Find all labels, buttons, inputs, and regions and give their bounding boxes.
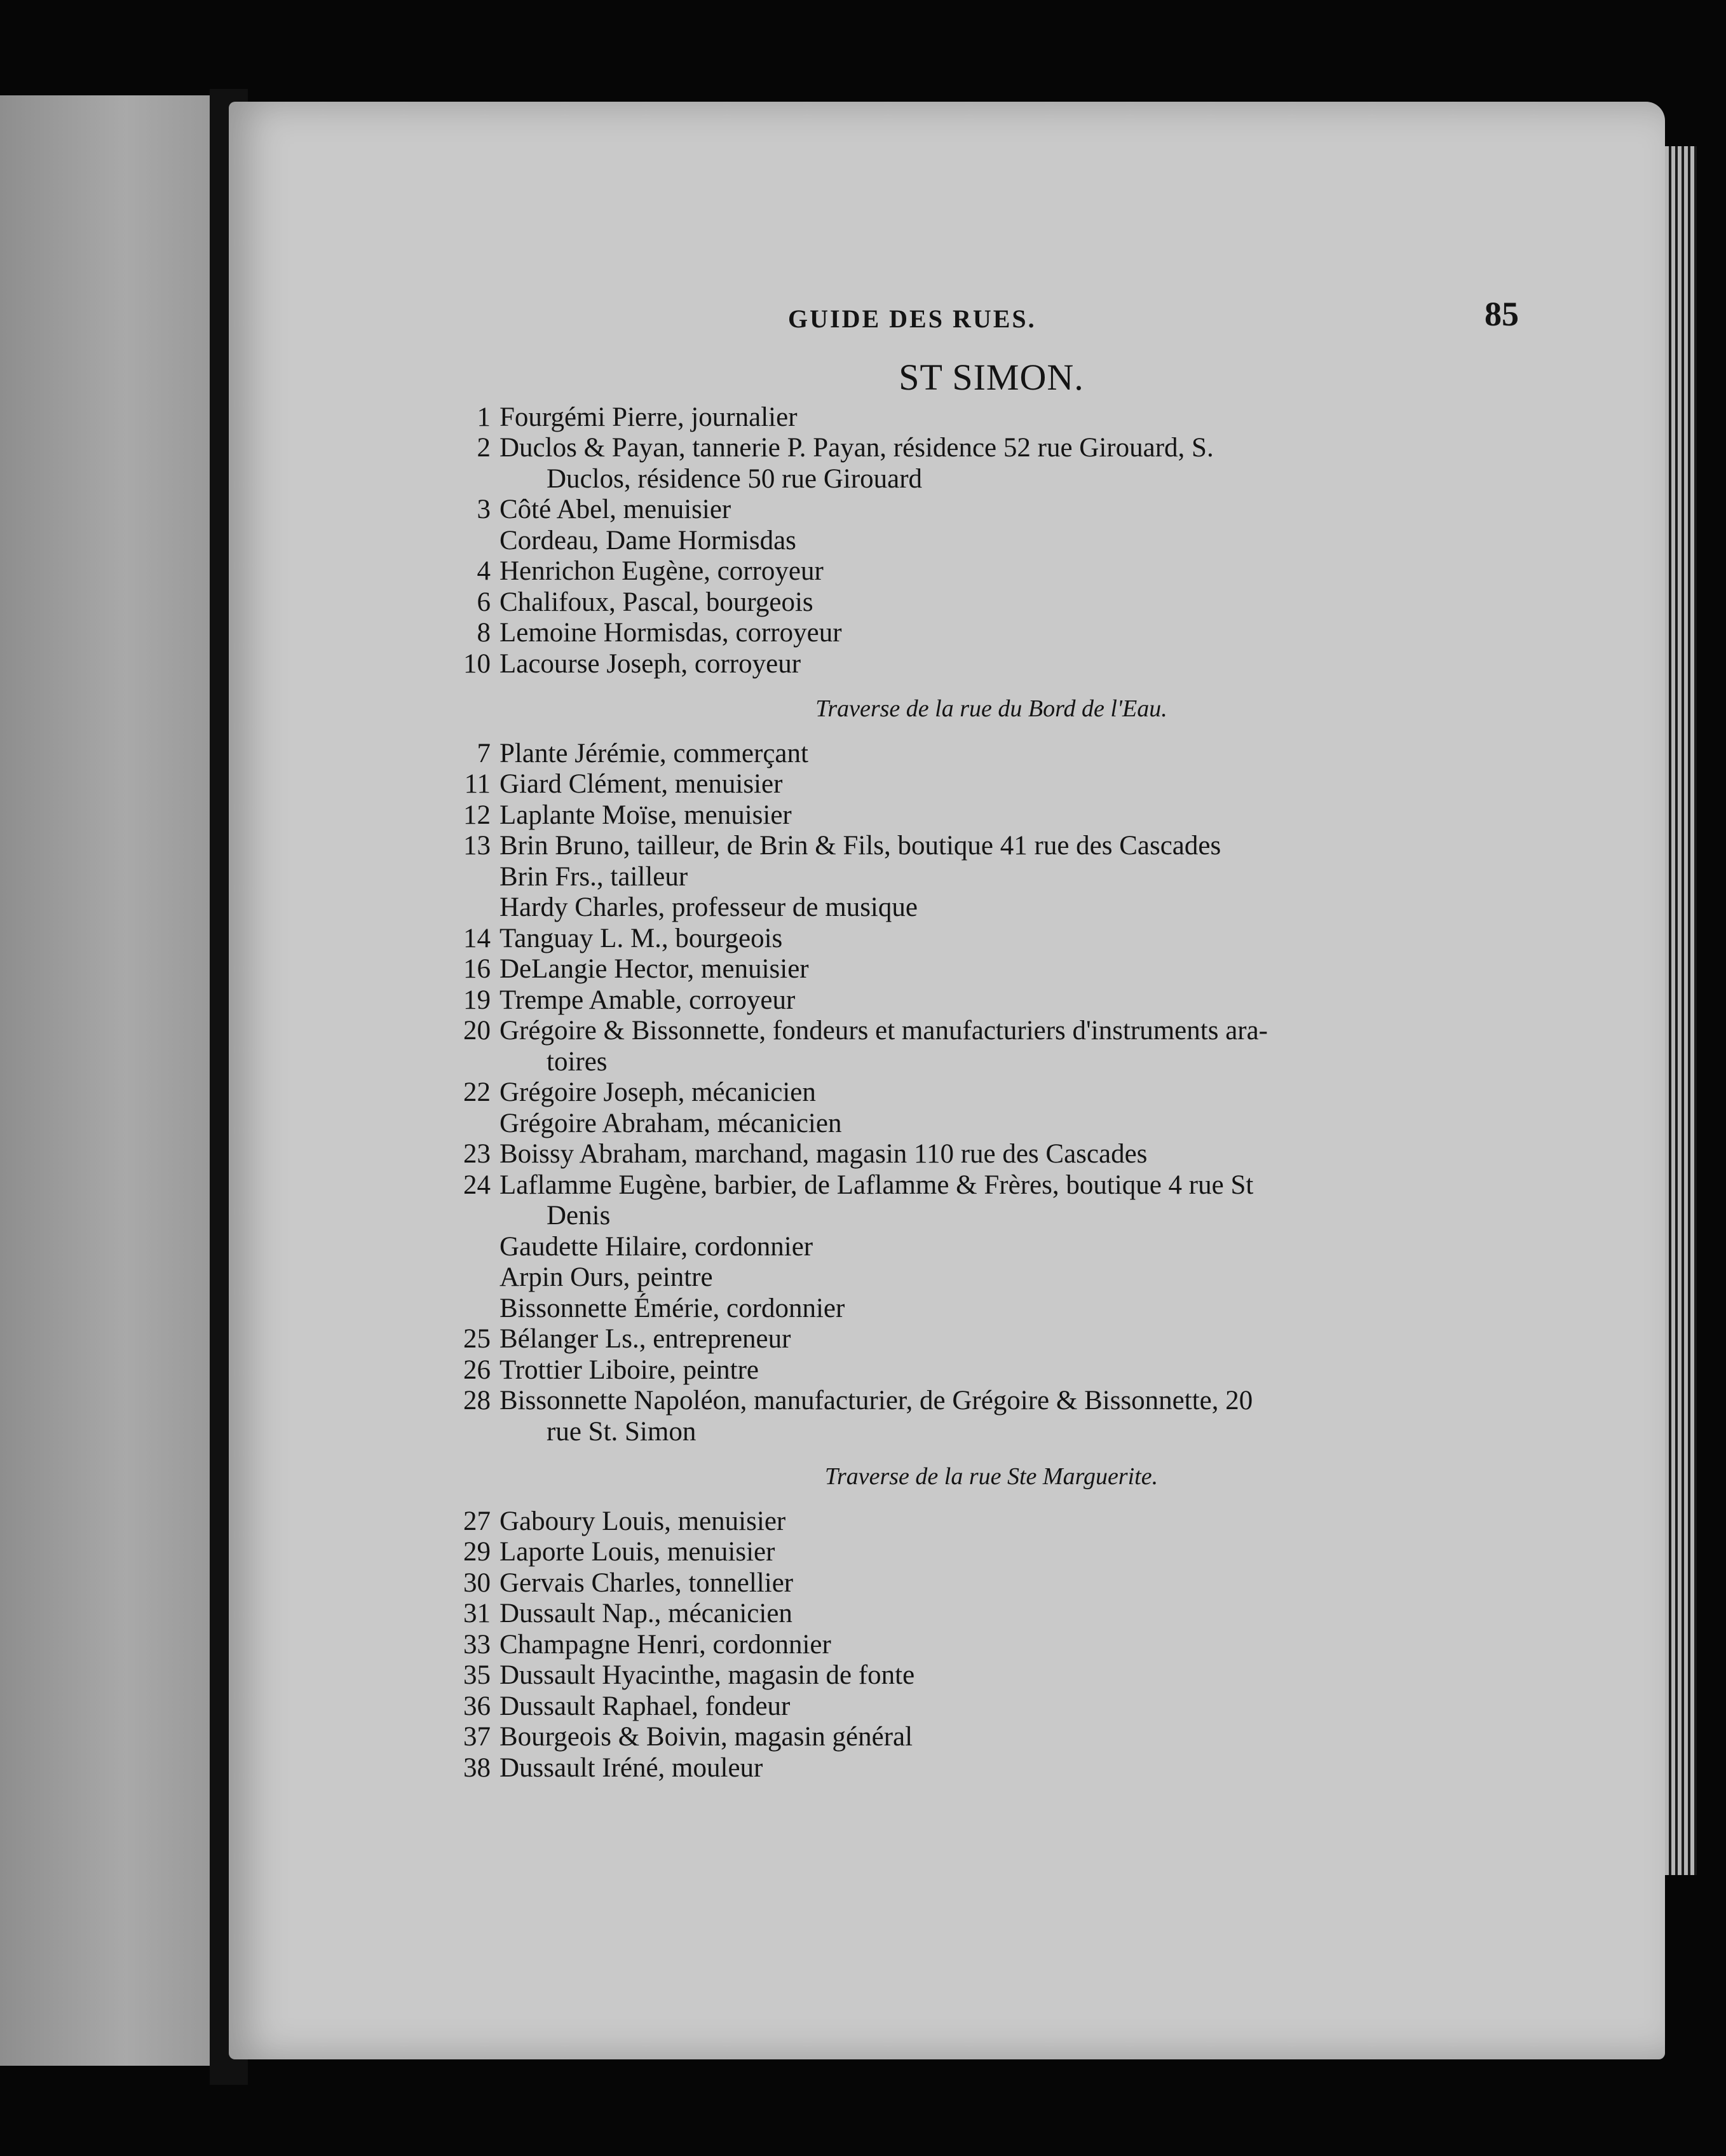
- entry-main-line: Bissonnette Émérie, cordonnier: [499, 1293, 845, 1323]
- entry-main-line: Laflamme Eugène, barbier, de Laflamme & Frères, boutique 4 rue St: [499, 1170, 1254, 1200]
- house-number: 2: [477, 433, 491, 463]
- house-number: 19: [463, 985, 491, 1015]
- entry-main-line: Lacourse Joseph, corroyeur: [499, 648, 801, 679]
- directory-entry: [438, 1722, 1519, 1753]
- entry-text: [499, 1324, 1519, 1355]
- entry-main-line: Chalifoux, Pascal, bourgeois: [499, 587, 813, 617]
- entry-main-line: Hardy Charles, professeur de musique: [499, 892, 918, 922]
- entry-main-line: Grégoire Abraham, mécanicien: [499, 1108, 842, 1138]
- entry-main-line: Dussault Raphael, fondeur: [499, 1691, 791, 1721]
- entry-main-line: Giard Clément, menuisier: [499, 769, 783, 799]
- entry-text: [499, 800, 1519, 831]
- house-number: 16: [463, 954, 491, 984]
- entry-text: [499, 402, 1519, 433]
- entry-text: [499, 1660, 1519, 1691]
- house-number: 4: [477, 556, 491, 586]
- entry-main-line: Henrichon Eugène, corroyeur: [499, 556, 824, 586]
- entry-text: [499, 556, 1519, 587]
- directory-entry: [438, 649, 1519, 680]
- entry-main-line: Dussault Iréné, mouleur: [499, 1752, 763, 1783]
- directory-entry: [438, 556, 1519, 587]
- house-number: 36: [463, 1691, 491, 1721]
- house-number: 1: [477, 402, 491, 432]
- directory-entry: [438, 769, 1519, 800]
- entry-main-line: Grégoire Joseph, mécanicien: [499, 1077, 816, 1107]
- entry-text: [499, 649, 1519, 680]
- directory-entry: [438, 526, 1519, 557]
- house-number: 20: [463, 1016, 491, 1046]
- entry-text: [499, 1262, 1519, 1293]
- entry-main-line: Duclos & Payan, tannerie P. Payan, résidence 52 rue Girouard, S.: [499, 433, 1214, 463]
- house-number: 14: [463, 923, 491, 953]
- entry-text: [499, 924, 1519, 955]
- directory-entry: [438, 1139, 1519, 1170]
- entry-main-line: Cordeau, Dame Hormisdas: [499, 525, 796, 556]
- directory-entry: [438, 800, 1519, 831]
- directory-page: [229, 102, 1665, 2059]
- left-page-edge: [0, 95, 210, 2066]
- directory-entry: [438, 1630, 1519, 1661]
- entry-main-line: Lemoine Hormisdas, corroyeur: [499, 618, 842, 648]
- entry-text: [499, 433, 1519, 495]
- entry-main-line: Dussault Hyacinthe, magasin de fonte: [499, 1660, 915, 1690]
- directory-entry: [438, 433, 1519, 495]
- directory-entry: [438, 587, 1519, 618]
- directory-entry: [438, 1077, 1519, 1109]
- entry-text: [499, 769, 1519, 800]
- entry-main-line: Trempe Amable, corroyeur: [499, 985, 796, 1015]
- entry-main-line: Grégoire & Bissonnette, fondeurs et manufacturiers d'instruments ara-: [499, 1016, 1268, 1046]
- entry-text: [499, 985, 1519, 1016]
- directory-entry: [438, 1324, 1519, 1355]
- house-number: 35: [463, 1660, 491, 1690]
- entry-main-line: Bissonnette Napoléon, manufacturier, de Grégoire & Bissonnette, 20: [499, 1386, 1253, 1416]
- directory-entry: [438, 1016, 1519, 1077]
- entry-main-line: Champagne Henri, cordonnier: [499, 1629, 831, 1660]
- entry-main-line: Gaudette Hilaire, cordonnier: [499, 1231, 813, 1262]
- entry-main-line: Laporte Louis, menuisier: [499, 1537, 775, 1567]
- entry-main-line: Tanguay L. M., bourgeois: [499, 923, 783, 953]
- house-number: 10: [463, 648, 491, 679]
- house-number: 24: [463, 1170, 491, 1200]
- directory-entry: [438, 618, 1519, 649]
- entry-text: [499, 739, 1519, 770]
- cross-street-heading-2: Traverse de la rue Ste Marguerite.: [824, 1463, 1159, 1490]
- house-number: 38: [463, 1752, 491, 1783]
- house-number: 27: [463, 1506, 491, 1536]
- entry-main-line: DeLangie Hector, menuisier: [499, 954, 809, 984]
- house-number: 29: [463, 1537, 491, 1567]
- entry-text: [499, 892, 1519, 924]
- entry-text: [499, 1139, 1519, 1170]
- house-number: 7: [477, 738, 491, 768]
- directory-entry: [438, 831, 1519, 862]
- directory-entry: [438, 1599, 1519, 1630]
- entry-text: [499, 1077, 1519, 1109]
- entry-main-line: Boissy Abraham, marchand, magasin 110 rue des Cascades: [499, 1139, 1148, 1169]
- house-number: 30: [463, 1567, 491, 1598]
- entry-text: [499, 1386, 1519, 1447]
- directory-entry: [438, 1386, 1519, 1447]
- entry-text: [499, 1506, 1519, 1538]
- house-number: 25: [463, 1324, 491, 1354]
- directory-entry: [438, 1262, 1519, 1293]
- entry-text: [499, 831, 1519, 862]
- entry-text: [499, 862, 1519, 893]
- directory-entry: [438, 402, 1519, 433]
- entry-text: [499, 1691, 1519, 1723]
- directory-entry: [438, 1753, 1519, 1784]
- directory-entry: [438, 739, 1519, 770]
- directory-entry: [438, 1506, 1519, 1538]
- page-number: 85: [1485, 295, 1519, 333]
- house-number: 8: [477, 618, 491, 648]
- directory-entry: [438, 1232, 1519, 1263]
- house-number: 23: [463, 1139, 491, 1169]
- directory-entry: [438, 1109, 1519, 1140]
- house-number: 3: [477, 495, 491, 524]
- directory-entry: [438, 954, 1519, 985]
- entry-text: [499, 1355, 1519, 1386]
- directory-entry: [438, 1170, 1519, 1232]
- entries-section-2: [438, 739, 1519, 1448]
- cross-street-heading-1: Traverse de la rue du Bord de l'Eau.: [815, 695, 1167, 722]
- directory-entry: [438, 1537, 1519, 1568]
- entry-text: [499, 526, 1519, 557]
- directory-entry: [438, 924, 1519, 955]
- entry-continuation-line: toires: [547, 1046, 608, 1077]
- entry-text: [499, 618, 1519, 649]
- house-number: 13: [463, 831, 491, 861]
- street-title: ST SIMON.: [899, 357, 1084, 398]
- directory-entry: [438, 1293, 1519, 1325]
- entry-main-line: Bourgeois & Boivin, magasin général: [499, 1722, 913, 1752]
- directory-entry: [438, 985, 1519, 1016]
- entry-main-line: Trottier Liboire, peintre: [499, 1354, 759, 1385]
- running-head: [438, 292, 1519, 337]
- entry-continuation-line: rue St. Simon: [547, 1416, 697, 1447]
- house-number: 31: [463, 1599, 491, 1628]
- house-number: 33: [463, 1629, 491, 1660]
- entry-main-line: Côté Abel, menuisier: [499, 495, 731, 524]
- entry-text: [499, 587, 1519, 618]
- entry-main-line: Gaboury Louis, menuisier: [499, 1506, 786, 1536]
- entry-text: [499, 1599, 1519, 1630]
- directory-entry: [438, 495, 1519, 526]
- house-number: 37: [463, 1722, 491, 1752]
- entry-text: [499, 1537, 1519, 1568]
- directory-entry: [438, 1660, 1519, 1691]
- entry-main-line: Fourgémi Pierre, journalier: [499, 402, 798, 432]
- entry-text: [499, 1722, 1519, 1753]
- entry-text: [499, 1293, 1519, 1325]
- entry-text: [499, 1753, 1519, 1784]
- entry-text: [499, 1016, 1519, 1077]
- entry-text: [499, 1568, 1519, 1599]
- house-number: 22: [463, 1077, 491, 1107]
- house-number: 26: [463, 1354, 491, 1385]
- directory-entry: [438, 892, 1519, 924]
- directory-entry: [438, 1355, 1519, 1386]
- entry-main-line: Brin Bruno, tailleur, de Brin & Fils, boutique 41 rue des Cascades: [499, 831, 1221, 861]
- entry-continuation-line: Denis: [547, 1201, 611, 1231]
- entry-main-line: Brin Frs., tailleur: [499, 861, 688, 892]
- entry-main-line: Laplante Moïse, menuisier: [499, 800, 792, 830]
- page-content: [438, 292, 1519, 1784]
- directory-entry: [438, 862, 1519, 893]
- entry-text: [499, 954, 1519, 985]
- entries-section-3: [438, 1506, 1519, 1784]
- house-number: 28: [463, 1386, 491, 1416]
- entry-main-line: Bélanger Ls., entrepreneur: [499, 1324, 791, 1354]
- running-head-title: GUIDE DES RUES.: [788, 304, 1036, 333]
- house-number: 11: [464, 769, 491, 799]
- entry-main-line: Dussault Nap., mécanicien: [499, 1599, 792, 1628]
- entry-continuation-line: Duclos, résidence 50 rue Girouard: [547, 463, 923, 494]
- entry-text: [499, 1109, 1519, 1140]
- entry-text: [499, 1630, 1519, 1661]
- entry-main-line: Arpin Ours, peintre: [499, 1262, 713, 1292]
- house-number: 12: [463, 800, 491, 830]
- entry-main-line: Gervais Charles, tonnellier: [499, 1567, 794, 1598]
- entries-section-1: [438, 402, 1519, 680]
- house-number: 6: [477, 587, 491, 617]
- directory-entry: [438, 1691, 1519, 1723]
- entry-text: [499, 1232, 1519, 1263]
- directory-entry: [438, 1568, 1519, 1599]
- entry-text: [499, 1170, 1519, 1232]
- entry-main-line: Plante Jérémie, commerçant: [499, 738, 808, 768]
- entry-text: [499, 495, 1519, 526]
